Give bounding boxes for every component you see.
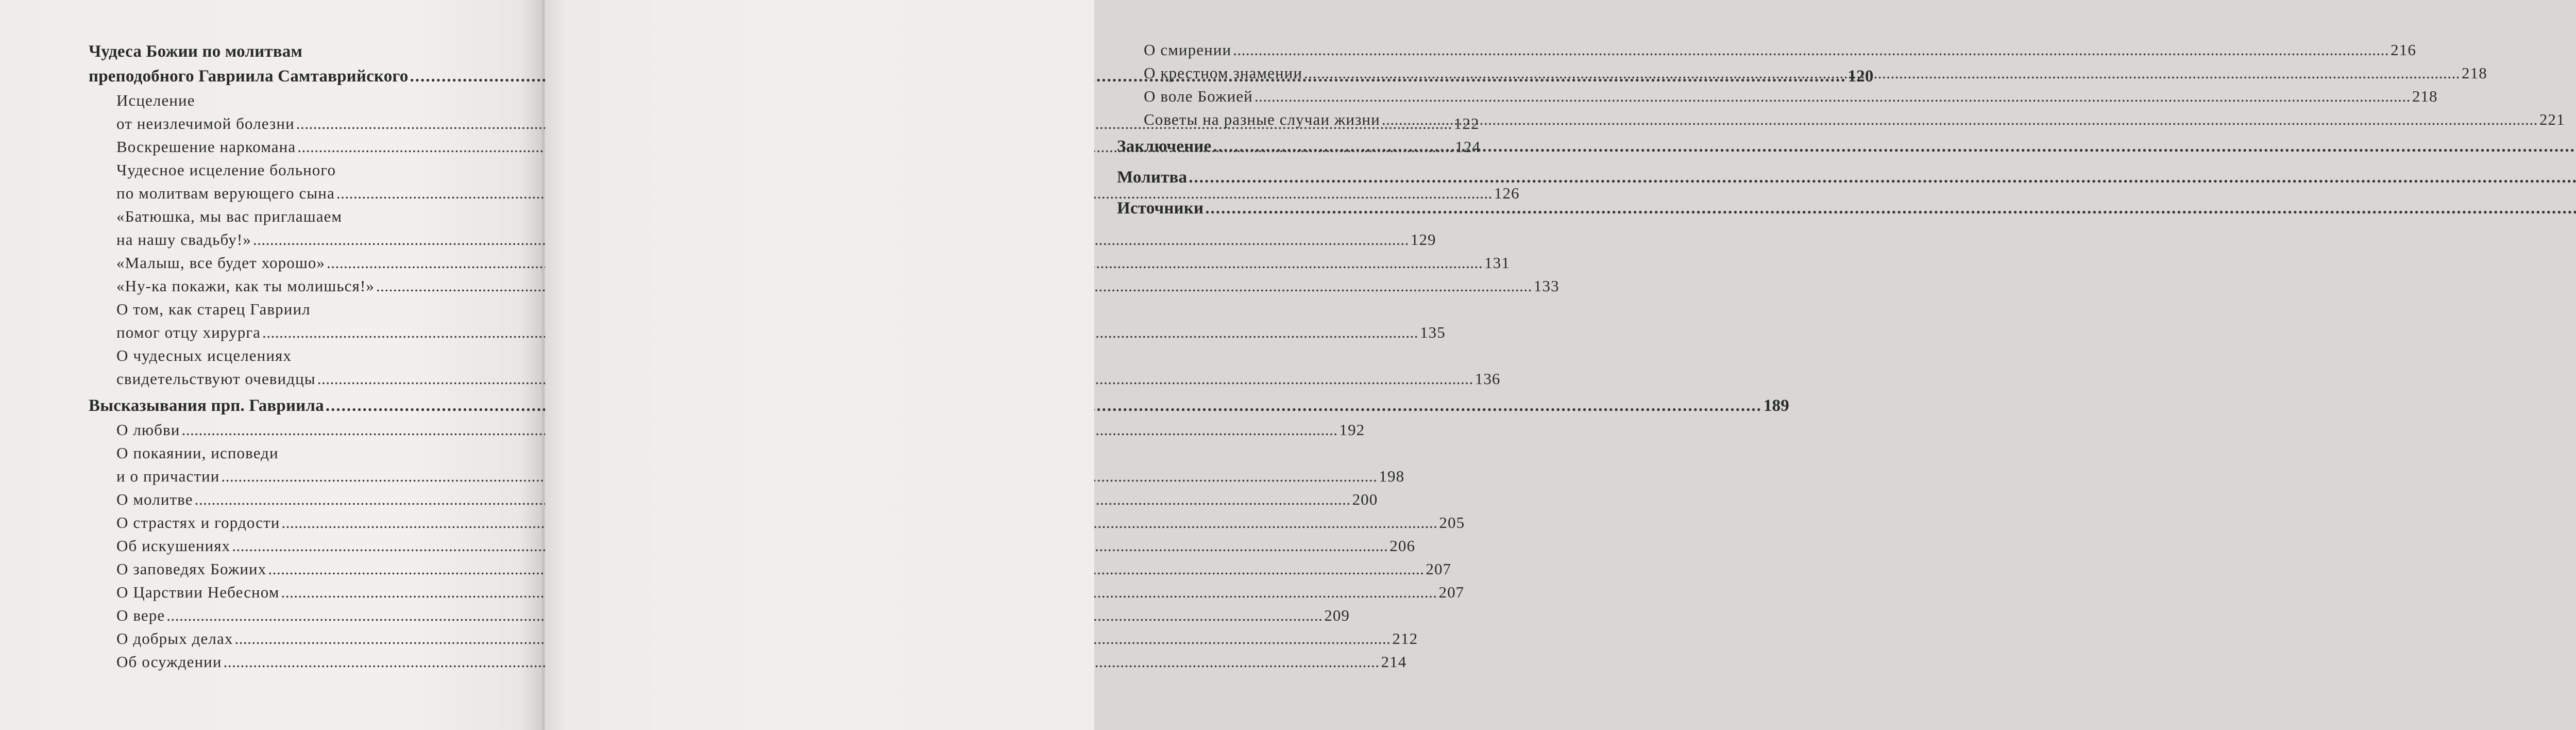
item-title-line: О воле Божией <box>1144 87 1253 105</box>
page-number: 136 <box>1475 370 1501 388</box>
dot-leader <box>1304 61 2460 85</box>
item-title-line: Об искушениях <box>116 537 231 555</box>
item-title-line: О крестном знамении <box>1144 64 1303 82</box>
item-title-line: Исцеление <box>116 91 195 109</box>
toc-item <box>89 418 1365 441</box>
item-title-line: от неизлечимой болезни <box>116 114 295 132</box>
item-title-line: по молитвам верующего сына <box>116 184 335 202</box>
toc-part-molitva <box>1117 165 1537 190</box>
toc-item <box>1117 85 2438 108</box>
toc-item <box>89 488 1378 511</box>
item-title-line: О заповедях Божиих <box>116 560 267 578</box>
page-number: 192 <box>1339 421 1365 439</box>
item-title-line: «Малыш, все будет хорошо» <box>116 254 326 272</box>
page-number: 133 <box>1533 277 1560 295</box>
page-number: 206 <box>1389 537 1416 555</box>
page-number: 207 <box>1426 560 1452 578</box>
toc-item <box>89 511 1465 534</box>
page-number: 221 <box>2539 110 2565 128</box>
dot-leader <box>1233 38 2389 61</box>
page-number: 122 <box>1453 114 1480 132</box>
part-title-line: Источники <box>1117 199 1204 218</box>
toc-part-istochniki <box>1117 196 1537 221</box>
dot-leader <box>1255 85 2411 108</box>
item-title-line: О молитве <box>116 490 193 508</box>
item-title-line: О том, как старец Гавриил <box>116 300 311 318</box>
toc-item <box>89 557 1452 580</box>
item-title-line: О чудесных исцелениях <box>116 346 292 364</box>
page-number: 189 <box>1763 396 1789 415</box>
item-title-line: Чудесное исцеление больного <box>116 161 336 179</box>
item-title-line: Воскрешение наркомана <box>116 138 296 156</box>
part-title-line: Высказывания прп. Гавриила <box>89 396 324 415</box>
item-title-line: «Батюшка, мы вас приглашаем <box>116 207 343 225</box>
page-number: 214 <box>1381 653 1407 671</box>
item-title-line: помог отцу хирурга <box>116 323 261 341</box>
dot-leader <box>1213 134 2576 159</box>
item-title-line: О покаянии, исповеди <box>116 444 279 462</box>
toc-item <box>89 158 1520 205</box>
page-number: 131 <box>1484 254 1510 272</box>
dot-leader <box>1382 108 2538 131</box>
toc-item <box>1117 38 2416 61</box>
item-title-line: О смирении <box>1144 41 1232 59</box>
toc-item <box>1117 108 2565 131</box>
page-number: 216 <box>2391 41 2416 59</box>
toc-item <box>89 534 1416 557</box>
toc-part-zaklyuchenie <box>1117 134 1537 159</box>
item-title-line: Советы на разные случаи жизни <box>1144 110 1380 128</box>
dot-leader <box>1205 196 2576 221</box>
page-number: 212 <box>1392 629 1418 648</box>
toc-item <box>89 441 1405 488</box>
page-number: 218 <box>2412 87 2438 105</box>
part-title-line: Заключение <box>1117 137 1212 156</box>
page-number: 218 <box>2462 64 2487 82</box>
item-title-line: Об осуждении <box>116 653 222 671</box>
part-title-line: Молитва <box>1117 168 1188 187</box>
page-number: 129 <box>1410 230 1436 248</box>
item-title-line: О страстях и гордости <box>116 513 280 532</box>
toc-item <box>89 604 1350 627</box>
page-number: 135 <box>1420 323 1446 341</box>
item-title-line: О вере <box>116 606 165 624</box>
toc-item <box>89 627 1418 650</box>
item-title-line: О любви <box>116 421 180 439</box>
item-title-line: и о причастии <box>116 467 220 485</box>
toc-item <box>89 580 1465 604</box>
dot-leader <box>1189 165 2576 190</box>
item-title-line: на нашу свадьбу!» <box>116 230 251 248</box>
page-number: 209 <box>1324 606 1350 624</box>
page-number: 124 <box>1455 138 1481 156</box>
part-title-line: Чудеса Божии по молитвам <box>89 42 303 61</box>
item-title-line: О Царствии Небесном <box>116 583 280 601</box>
page-number: 120 <box>1848 67 1874 86</box>
page-number: 207 <box>1438 583 1465 601</box>
toc-item <box>89 297 1446 344</box>
toc-item <box>89 344 1501 390</box>
toc-item <box>89 650 1407 673</box>
page-number: 205 <box>1439 513 1465 532</box>
toc-item <box>89 251 1510 274</box>
item-title-line: свидетельствуют очевидцы <box>116 370 316 388</box>
part-title-line: преподобного Гавриила Самтаврийского <box>89 67 409 86</box>
toc-item <box>89 274 1560 297</box>
page-number: 126 <box>1494 184 1520 202</box>
item-title-line: «Ну-ка покажи, как ты молишься!» <box>116 277 375 295</box>
page-number: 198 <box>1379 467 1405 485</box>
page-number: 200 <box>1352 490 1378 508</box>
item-title-line: О добрых делах <box>116 629 233 648</box>
toc-part-vyskazyvaniya <box>89 393 1789 418</box>
